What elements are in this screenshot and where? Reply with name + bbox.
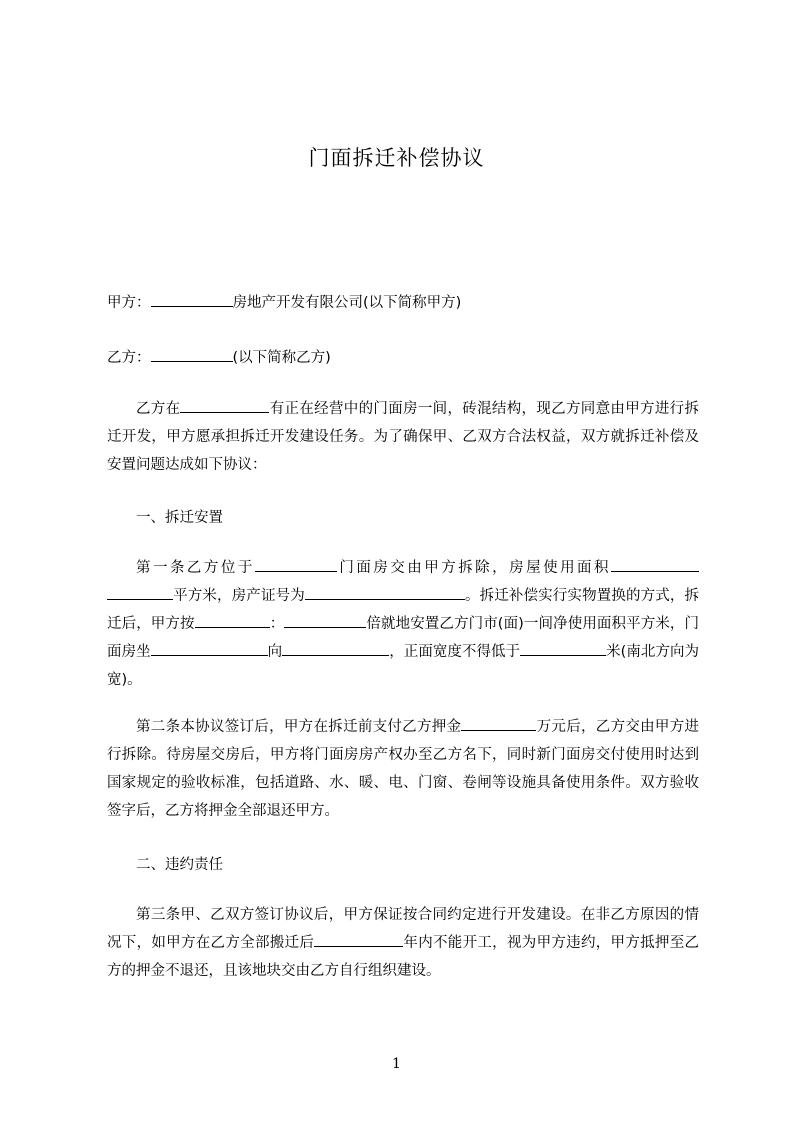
party-a-line (107, 291, 697, 312)
intro-text-2: 有正在经营中的门面房一间，砖混结构，现乙方同意由甲方进行拆迁开发，甲方愿承担拆迁开发建设任务。为了确保甲、乙双方合法权益，双方就拆迁补偿及安置问题达成如下协议： (107, 401, 699, 473)
art1-text-4: 。拆迁补偿实行实物置换的方式，拆迁后，甲方按 (107, 588, 700, 632)
article-1-paragraph (107, 554, 699, 694)
art1-direction-blank[interactable] (282, 641, 389, 656)
intro-text-1: 乙方在 (136, 401, 181, 417)
party-b-name-blank[interactable] (151, 347, 233, 362)
art1-facing-blank[interactable] (151, 641, 268, 656)
art1-ratio-blank-a[interactable] (195, 613, 270, 628)
intro-location-blank[interactable] (180, 398, 269, 413)
art1-ratio-blank-b[interactable] (284, 613, 366, 628)
art2-text-1: 第二条本协议签订后，甲方在拆迁前支付乙方押金 (136, 719, 462, 735)
document-title: 门面拆迁补偿协议 (308, 146, 485, 170)
party-b-line (107, 346, 697, 367)
art3-years-blank[interactable] (314, 932, 403, 947)
art1-area-blank-b[interactable] (107, 585, 173, 600)
art1-text-3: 平方米，房产证号为 (173, 588, 305, 604)
party-b-label: 乙方： (107, 350, 151, 366)
art1-text-7: 向 (267, 644, 283, 660)
art1-text-2: 门面房交由甲方拆除，房屋使用面积 (336, 560, 612, 576)
art1-location-blank[interactable] (255, 557, 337, 572)
art3-text-2: 年内不能开工，视为甲方违约，甲方抵押至乙方的押金不退还，且该地块交由乙方自行组织建设。 (107, 935, 700, 979)
art1-width-blank-b[interactable] (540, 641, 606, 656)
art1-width-blank-a[interactable] (520, 641, 540, 656)
article-2-paragraph (107, 713, 699, 825)
art1-text-9: 米(南北方向为宽)。 (107, 644, 700, 688)
art1-text-1: 第一条乙方位于 (136, 560, 255, 576)
art1-cert-blank[interactable] (305, 585, 465, 600)
section-heading-liability: 二、违约责任 (136, 857, 223, 873)
art2-text-2: 万元后，乙方交由甲方进行拆除。待房屋交房后，甲方将门面房房产权办至乙方名下，同时新门面房交付使用时达到国家规定的验收标准，包括道路、水、暖、电、门窗、卷闸等设施具备使用条件。双方验收签字后，乙方将押金全部退还甲方。 (107, 719, 700, 819)
party-a-label: 甲方： (107, 295, 151, 311)
party-a-name-blank[interactable] (151, 292, 233, 307)
party-a-suffix: 房地产开发有限公司(以下简称甲方) (232, 295, 462, 311)
section-heading-relocation: 一、拆迁安置 (136, 510, 223, 526)
intro-paragraph (107, 395, 699, 479)
art1-text-5: ： (269, 616, 285, 632)
article-3-paragraph (107, 901, 699, 985)
party-b-suffix: (以下简称乙方) (232, 350, 331, 366)
page-number: 1 (392, 1056, 401, 1072)
art2-deposit-blank[interactable] (461, 716, 536, 731)
art1-text-6: 倍就地安置乙方门市(面)一间净使用面积平方米，门面房坐 (107, 616, 700, 660)
art1-area-blank-a[interactable] (611, 557, 699, 572)
art3-text-1: 第三条甲、乙双方签订协议后，甲方保证按合同约定进行开发建设。在非乙方原因的情况下，如甲方在乙方全部搬迁后 (107, 907, 699, 951)
art1-text-8: ，正面宽度不得低于 (389, 644, 521, 660)
